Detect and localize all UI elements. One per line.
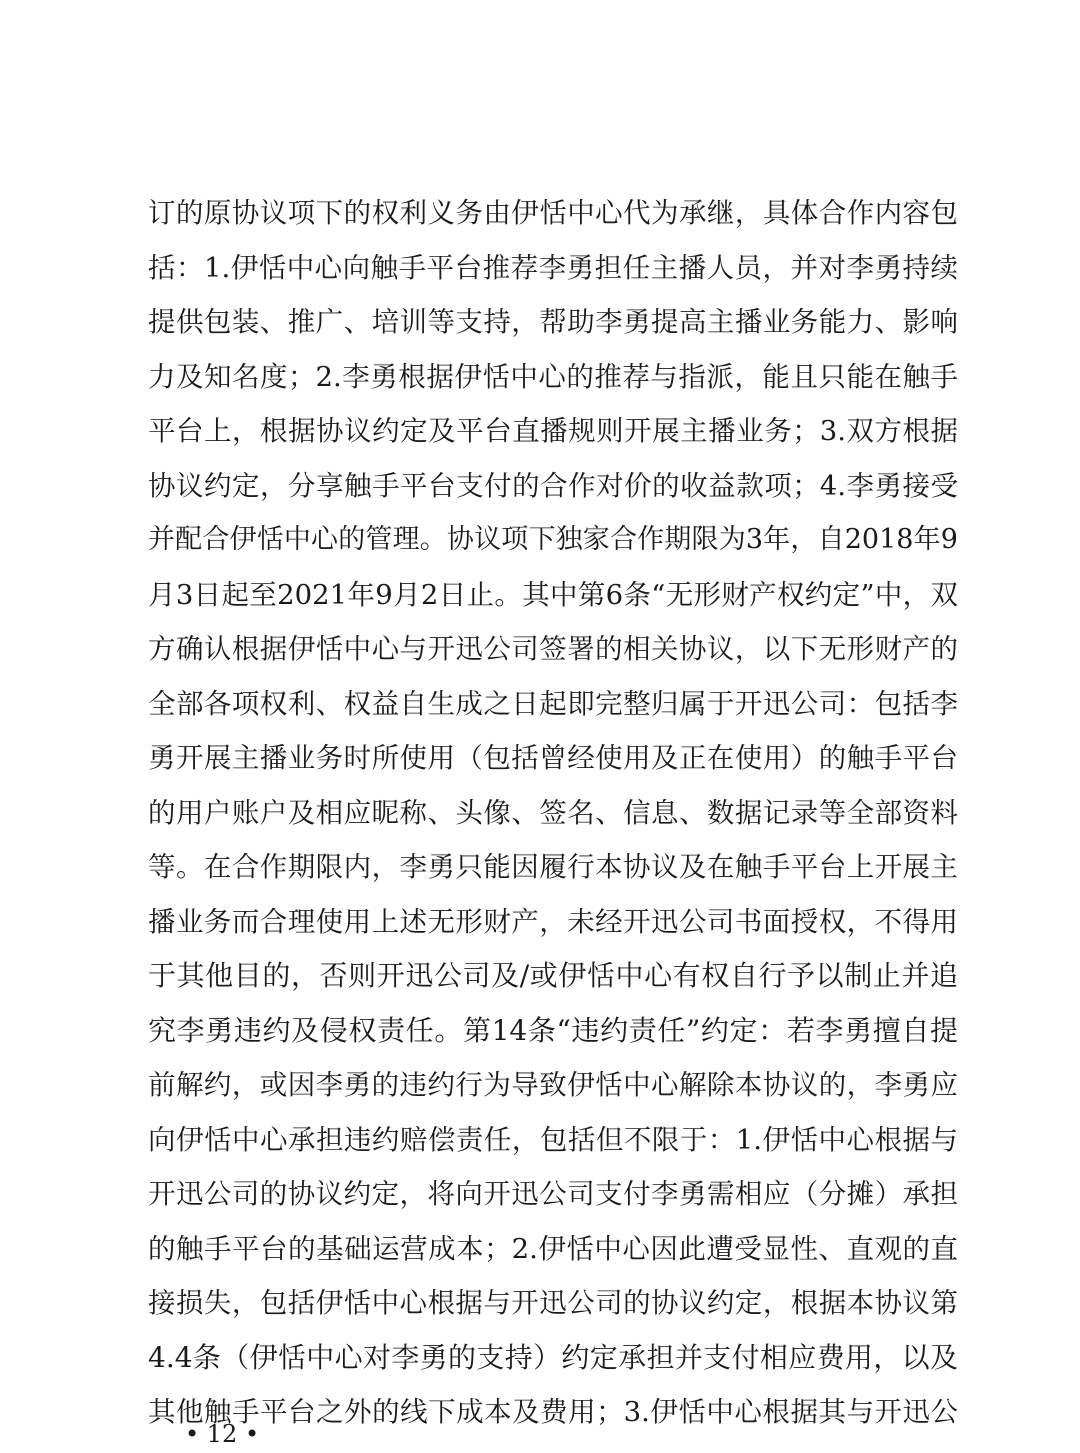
text-line: 的触手平台的基础运营成本；2.伊恬中心因此遭受显性、直观的直 <box>148 1232 958 1265</box>
text-line: 提供包装、推广、培训等支持，帮助李勇提高主播业务能力、影响 <box>148 306 958 338</box>
text-line: 接损失，包括伊恬中心根据与开迅公司的协议约定，根据本协议第 <box>148 1287 958 1319</box>
page-number: • 12 • <box>185 1420 260 1448</box>
text-line: 其他触手平台之外的线下成本及费用；3.伊恬中心根据其与开迅公 <box>148 1396 958 1428</box>
text-line: 全部各项权利、权益自生成之日起即完整归属于开迅公司：包括李 <box>148 687 958 720</box>
text-line: 方确认根据伊恬中心与开迅公司签署的相关协议，以下无形财产的 <box>148 633 958 665</box>
text-line: 勇开展主播业务时所使用（包括曾经使用及正在使用）的触手平台 <box>148 742 958 774</box>
body-text <box>148 186 958 1440</box>
text-line: 开迅公司的协议约定，将向开迅公司支付李勇需相应（分摊）承担 <box>148 1178 958 1210</box>
text-line: 订的原协议项下的权利义务由伊恬中心代为承继，具体合作内容包 <box>148 197 958 229</box>
text-line: 4.4条（伊恬中心对李勇的支持）约定承担并支付相应费用，以及 <box>148 1340 958 1374</box>
text-line: 月3日起至2021年9月2日止。其中第6条“无形财产权约定”中，双 <box>148 578 958 611</box>
text-line: 的用户账户及相应昵称、头像、签名、信息、数据记录等全部资料 <box>148 796 958 829</box>
text-line: 前解约，或因李勇的违约行为导致伊恬中心解除本协议的，李勇应 <box>148 1069 958 1101</box>
text-line: 播业务而合理使用上述无形财产，未经开迅公司书面授权，不得用 <box>148 905 958 938</box>
text-line: 力及知名度；2.李勇根据伊恬中心的推荐与指派，能且只能在触手 <box>148 360 958 393</box>
text-line: 等。在合作期限内，李勇只能因履行本协议及在触手平台上开展主 <box>148 851 958 883</box>
text-line: 平台上，根据协议约定及平台直播规则开展主播业务；3.双方根据 <box>148 415 958 447</box>
text-line: 向伊恬中心承担违约赔偿责任，包括但不限于：1.伊恬中心根据与 <box>148 1123 958 1156</box>
text-line: 并配合伊恬中心的管理。协议项下独家合作期限为3年，自2018年9 <box>148 524 958 555</box>
text-line: 究李勇违约及侵权责任。第14条“违约责任”约定：若李勇擅自提 <box>148 1013 958 1047</box>
text-line: 于其他目的，否则开迅公司及/或伊恬中心有权自行予以制止并追 <box>148 959 958 992</box>
text-line: 协议约定，分享触手平台支付的合作对价的收益款项；4.李勇接受 <box>148 469 958 502</box>
text-line: 括：1.伊恬中心向触手平台推荐李勇担任主播人员，并对李勇持续 <box>148 251 958 284</box>
